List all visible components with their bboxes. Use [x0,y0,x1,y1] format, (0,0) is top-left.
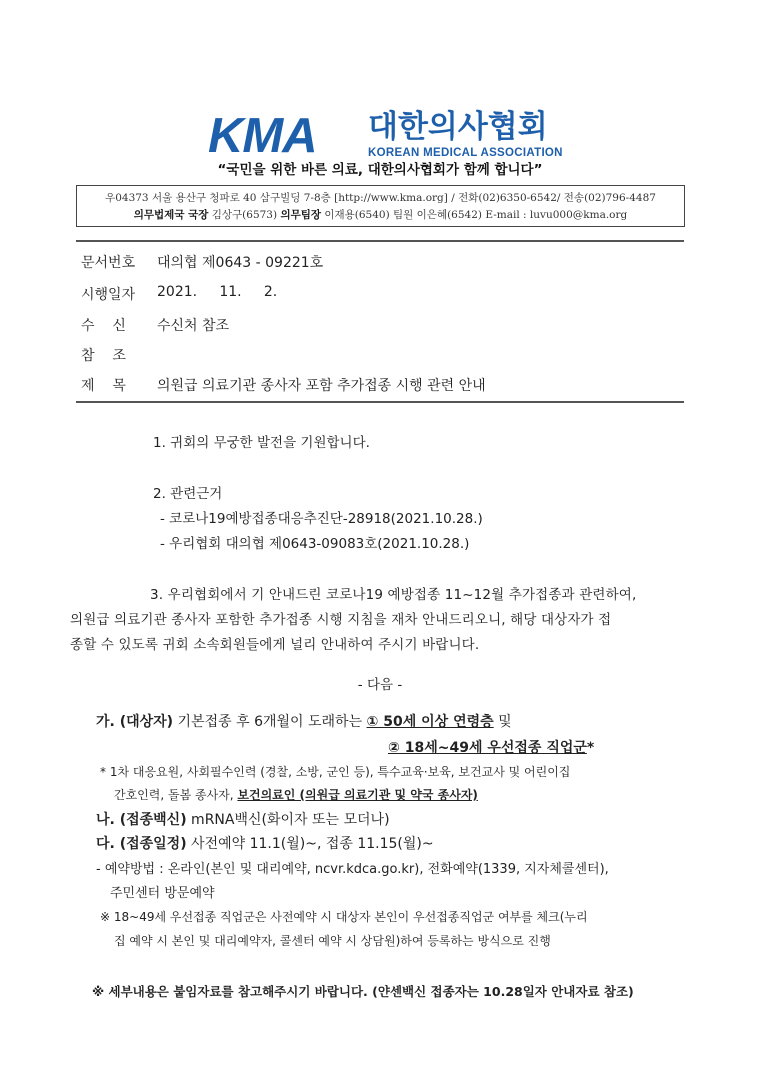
slogan: “국민을 위한 바른 의료, 대한의사협회가 함께 합니다” [217,162,543,178]
para-2-item-2: - 우리협회 대의협 제0643-09083호(2021.10.28.) [160,536,470,552]
item-ga-target-1: ① 50세 이상 연령층 [366,714,494,730]
recipient-value: 수신처 참조 [157,318,230,334]
method-line-2: 주민센터 방문예약 [110,886,215,901]
para-3-line-2: 의원급 의료기관 종사자 포함한 추가접종 시행 지침을 재차 안내드리오니, 해당 대상자가 접 [70,612,612,628]
contact-box [76,185,685,227]
header-top-rule [76,240,684,242]
item-na [96,809,390,829]
subject-label: 제 목 [81,378,126,394]
doc-no-value: 대의협 제0643 - 09221호 [157,255,324,271]
date-value: 2021. 11. 2. [157,284,278,300]
reference-label: 참 조 [81,348,126,364]
item-ga-text: 기본접종 후 6개월이 도래하는 [173,714,367,730]
recipient-label: 수 신 [81,318,126,334]
doc-no-label: 문서번호 [81,255,136,271]
contact-rest: 이재용(6540) 팀원 이은혜(6542) E-mail : luvu000@kma.org [321,209,628,221]
kma-logo [208,109,563,163]
header-bottom-rule [76,401,684,403]
contact-role-1: 의무법제국 국장 [133,209,209,221]
contact-address-line: 우04373 서울 용산구 청파로 40 삼구빌딩 7-8층 [http://www.kma.org] / 전화(02)6350-6542/ 전송(02)796-4487 [105,192,656,204]
para-1: 1. 귀회의 무궁한 발전을 기원합니다. [153,435,370,451]
para-2-item-1: - 코로나19예방접종대응추진단-28918(2021.10.28.) [160,511,483,527]
para-3-line-1: 3. 우리협회에서 기 안내드린 코로나19 예방접종 11~12월 추가접종과 관련하여, [150,587,637,603]
item-ga [96,711,512,731]
method-line-1: - 예약방법 : 온라인(본인 및 대리예약, ncvr.kdca.go.kr), 전화예약(1339, 지자체콜센터), [96,862,609,877]
kma-name-english: KOREAN MEDICAL ASSOCIATION [368,147,563,159]
contact-role-2: 의무팀장 [280,209,322,221]
item-ga-star: * [586,740,595,756]
contact-staff-line [77,207,684,222]
item-da [96,833,434,853]
footer-note: ※ 세부내용은 붙임자료를 참고해주시기 바랍니다. (얀센백신 접종자는 10.28일자 안내자료 참조) [92,984,634,999]
item-ga-label: 가. (대상자) [96,714,174,730]
note-1-highlight: 보건의료인 (의원급 의료기관 및 약국 종사자) [237,788,478,802]
item-da-label: 다. (접종일정) [96,836,187,852]
kma-logo-letters: KMA [208,109,317,163]
note-1-line-2-text: 간호인력, 돌봄 종사자, [114,788,238,802]
para-2-title: 2. 관련근거 [153,486,223,502]
note-2-line-2: 집 예약 시 본인 및 대리예약자, 콜센터 예약 시 상담원)하여 등록하는 방식으로 진행 [114,934,551,948]
note-1-line-2 [114,786,478,803]
item-na-label: 나. (접종백신) [96,812,187,828]
item-da-text: 사전예약 11.1(월)~, 접종 11.15(월)~ [186,836,434,852]
contact-name-1: 김상구(6573) [208,209,281,221]
para-3-line-3: 종할 수 있도록 귀회 소속회원들에게 널리 안내하여 주시기 바랍니다. [70,637,480,653]
subject-value: 의원급 의료기관 종사자 포함 추가접종 시행 관련 안내 [157,378,486,394]
item-ga-and: 및 [493,714,512,730]
kma-name-korean: 대한의사협회 [368,109,548,145]
item-ga-line-2 [388,737,594,757]
date-label: 시행일자 [81,287,136,303]
note-2-line-1: ※ 18~49세 우선접종 직업군은 사전예약 시 대상자 본인이 우선접종직업군 여부를 체크(누리 [100,910,588,924]
next-heading: - 다음 - [357,677,403,693]
note-1-line-1: * 1차 대응요원, 사회필수인력 (경찰, 소방, 군인 등), 특수교육·보육, 보건교사 및 어린이집 [100,765,571,779]
item-na-text: mRNA백신(화이자 또는 모더나) [186,812,390,828]
item-ga-target-2: ② 18세~49세 우선접종 직업군 [388,740,587,756]
